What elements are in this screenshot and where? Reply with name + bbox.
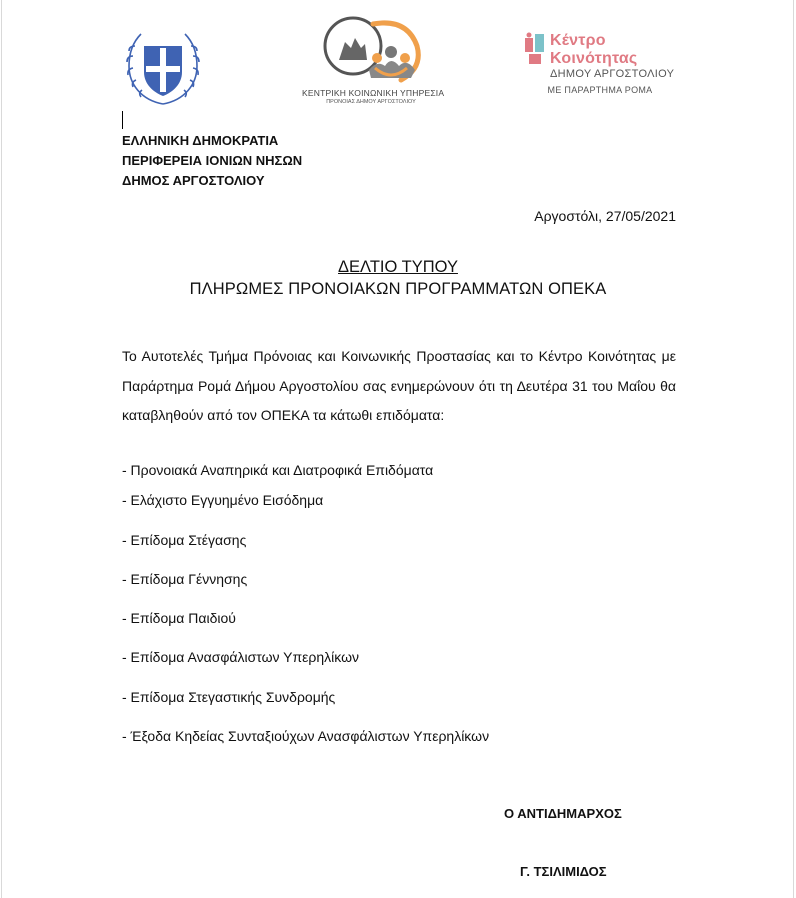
document-date: Αργοστόλι, 27/05/2021 bbox=[534, 208, 676, 224]
header-line-1: ΕΛΛΗΝΙΚΗ ΔΗΜΟΚΡΑΤΙΑ bbox=[122, 133, 279, 148]
header-line-2: ΠΕΡΙΦΕΡΕΙΑ ΙΟΝΙΩΝ ΝΗΣΩΝ bbox=[122, 153, 303, 168]
kkyp-emblem-icon bbox=[311, 12, 431, 88]
header-line-3: ΔΗΜΟΣ ΑΡΓΟΣΤΟΛΙΟΥ bbox=[122, 173, 265, 188]
list-item: - Επίδομα Στέγασης bbox=[122, 532, 247, 548]
list-item: - Έξοδα Κηδείας Συνταξιούχων Ανασφάλιστων Υπερηλίκων bbox=[122, 728, 490, 744]
press-release-title bbox=[0, 256, 796, 300]
list-item: - Επίδομα Στεγαστικής Συνδρομής bbox=[122, 689, 336, 705]
list-item: - Επίδομα Ανασφάλιστων Υπερηλίκων bbox=[122, 649, 360, 665]
kentro-logo-line2: Κοινότητας bbox=[550, 50, 638, 67]
kkyp-logo-line1: ΚΕΝΤΡΙΚΗ ΚΟΙΝΩΝΙΚΗ ΥΠΗΡΕΣΙΑ bbox=[302, 88, 445, 98]
title-line-1: ΔΕΛΤΙΟ ΤΥΠΟΥ bbox=[338, 258, 458, 276]
kentro-logo-line3: ΔΗΜΟΥ ΑΡΓΟΣΤΟΛΙΟΥ bbox=[550, 68, 675, 80]
kkyp-logo-line2: ΠΡΟΝΟΙΑΣ ΔΗΜΟΥ ΑΡΓΟΣΤΟΛΙΟΥ bbox=[326, 99, 416, 105]
kentro-family-icon bbox=[524, 32, 546, 66]
list-item: - Ελάχιστο Εγγυημένο Εισόδημα bbox=[122, 492, 324, 508]
kentro-koinotitas-logo bbox=[524, 32, 676, 108]
issuer-header bbox=[122, 131, 302, 191]
greek-coat-of-arms-icon bbox=[121, 26, 205, 110]
list-item: - Επίδομα Γέννησης bbox=[122, 571, 248, 587]
page-edge-right bbox=[793, 0, 794, 898]
title-line-2: ΠΛΗΡΩΜΕΣ ΠΡΟΝΟΙΑΚΩΝ ΠΡΟΓΡΑΜΜΑΤΩΝ ΟΠΕΚΑ bbox=[189, 280, 607, 298]
kentro-logo-line1: Κέντρο bbox=[550, 32, 606, 49]
kkyp-logo bbox=[302, 12, 445, 110]
kentro-logo-subtitle: ΜΕ ΠΑΡΑΡΤΗΜΑ ΡΟΜΑ bbox=[547, 85, 653, 95]
text-cursor bbox=[122, 111, 123, 129]
signature-title: Ο ΑΝΤΙΔΗΜΑΡΧΟΣ bbox=[504, 806, 622, 821]
list-item: - Επίδομα Παιδιού bbox=[122, 610, 236, 626]
signature-name: Γ. ΤΣΙΛΙΜΙΔΟΣ bbox=[520, 864, 607, 879]
intro-paragraph: Το Αυτοτελές Τμήμα Πρόνοιας και Κοινωνικής Προστασίας και το Κέντρο Κοινότητας με Παράρτημα Ρομά Δήμου Αργοστολίου σας ενημερώνουν ότι τη Δευτέρα 31 του Μαΐου θα καταβληθούν από τον ΟΠΕΚΑ τα κάτωθι επιδόματα: bbox=[122, 348, 676, 423]
list-item: - Προνοιακά Αναπηρικά και Διατροφικά Επιδόματα bbox=[122, 462, 434, 478]
page-edge-left bbox=[1, 0, 2, 898]
